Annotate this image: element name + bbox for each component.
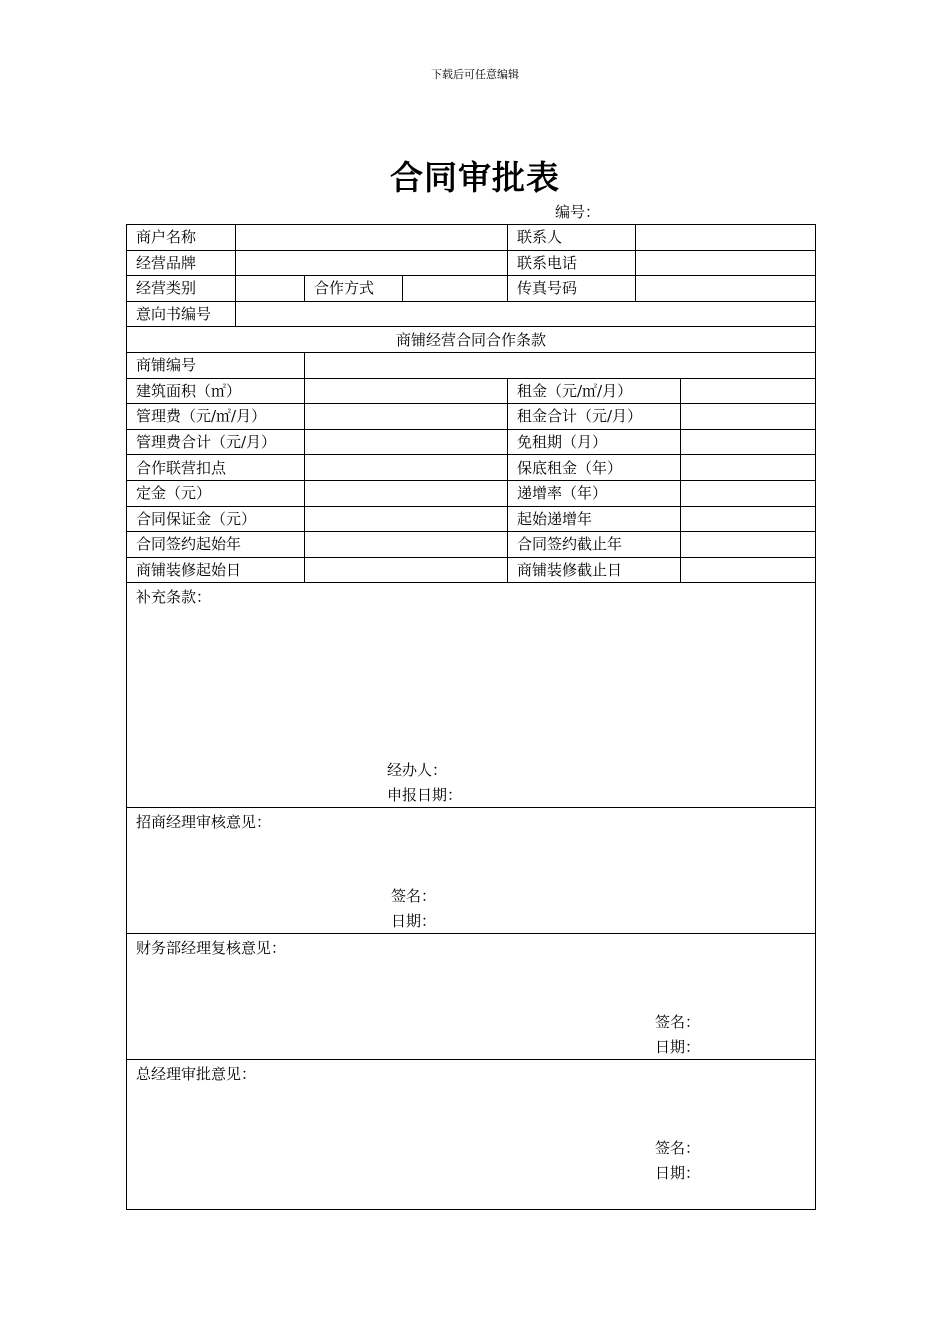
brand-field[interactable] [236,250,508,276]
term-left-field[interactable] [305,378,508,404]
term-right-label: 租金（元/㎡/月） [508,378,681,404]
header-note: 下载后可任意编辑 [431,68,519,81]
leasing-manager-section[interactable] [127,808,816,934]
terms-row [127,506,816,532]
term-left-field[interactable] [305,506,508,532]
form-row [127,327,816,353]
category-field[interactable] [236,276,305,302]
loi-number-label: 意向书编号 [127,301,236,327]
term-right-label: 合同签约截止年 [508,532,681,558]
general-manager-label: 总经理审批意见： [136,1065,257,1084]
term-right-field[interactable] [681,532,816,558]
term-right-field[interactable] [681,557,816,583]
finance-manager-section[interactable] [127,934,816,1060]
finance-manager-label: 财务部经理复核意见： [136,939,287,958]
handler-label: 经办人： [387,761,448,780]
term-left-field[interactable] [305,557,508,583]
term-left-label: 定金（元） [127,480,305,506]
term-left-label: 商铺装修起始日 [127,557,305,583]
coop-mode-field[interactable] [403,276,508,302]
form-row [127,301,816,327]
section-title: 商铺经营合同合作条款 [127,327,816,353]
supplement-label: 补充条款： [136,588,212,607]
term-right-label: 起始递增年 [508,506,681,532]
shop-number-label: 商铺编号 [127,352,305,378]
supplement-row [127,583,816,808]
shop-number-field[interactable] [305,352,816,378]
term-left-label: 管理费（元/㎡/月） [127,404,305,430]
review-row [127,1060,816,1210]
loi-number-field[interactable] [236,301,816,327]
term-right-field[interactable] [681,455,816,481]
term-left-label: 合同保证金（元） [127,506,305,532]
term-right-field[interactable] [681,480,816,506]
date-label: 日期： [391,912,437,931]
phone-label: 联系电话 [508,250,636,276]
fax-label: 传真号码 [508,276,636,302]
term-right-field[interactable] [681,429,816,455]
signature-label: 签名： [391,887,437,906]
fax-field[interactable] [636,276,816,302]
merchant-name-label: 商户名称 [127,225,236,251]
terms-row [127,404,816,430]
page-title: 合同审批表 [390,158,560,197]
term-right-field[interactable] [681,404,816,430]
date-label: 日期： [655,1038,701,1057]
form-row [127,250,816,276]
term-right-field[interactable] [681,506,816,532]
term-left-field[interactable] [305,455,508,481]
term-right-label: 租金合计（元/月） [508,404,681,430]
general-manager-section[interactable] [127,1060,816,1210]
form-row [127,352,816,378]
form-row [127,225,816,251]
term-right-label: 免租期（月） [508,429,681,455]
review-row [127,808,816,934]
term-left-label: 建筑面积（㎡） [127,378,305,404]
terms-row [127,378,816,404]
leasing-manager-label: 招商经理审核意见： [136,813,272,832]
term-right-label: 递增率（年） [508,480,681,506]
terms-row [127,557,816,583]
category-label: 经营类别 [127,276,236,302]
review-row [127,934,816,1060]
terms-row [127,532,816,558]
contact-field[interactable] [636,225,816,251]
signature-label: 签名： [655,1139,701,1158]
term-right-label: 商铺装修截止日 [508,557,681,583]
signature-label: 签名： [655,1013,701,1032]
merchant-name-field[interactable] [236,225,508,251]
phone-field[interactable] [636,250,816,276]
term-left-field[interactable] [305,532,508,558]
terms-row [127,455,816,481]
term-right-label: 保底租金（年） [508,455,681,481]
date-label: 日期： [655,1164,701,1183]
term-left-field[interactable] [305,404,508,430]
term-right-field[interactable] [681,378,816,404]
terms-row [127,429,816,455]
supplement-section[interactable] [127,583,816,808]
term-left-field[interactable] [305,429,508,455]
term-left-label: 合同签约起始年 [127,532,305,558]
terms-row [127,480,816,506]
contact-label: 联系人 [508,225,636,251]
form-row [127,276,816,302]
term-left-label: 合作联营扣点 [127,455,305,481]
brand-label: 经营品牌 [127,250,236,276]
serial-number-label: 编号： [555,203,601,221]
approval-form-table [126,224,816,1210]
term-left-label: 管理费合计（元/月） [127,429,305,455]
coop-mode-label: 合作方式 [305,276,403,302]
report-date-label: 申报日期： [387,786,463,805]
term-left-field[interactable] [305,480,508,506]
